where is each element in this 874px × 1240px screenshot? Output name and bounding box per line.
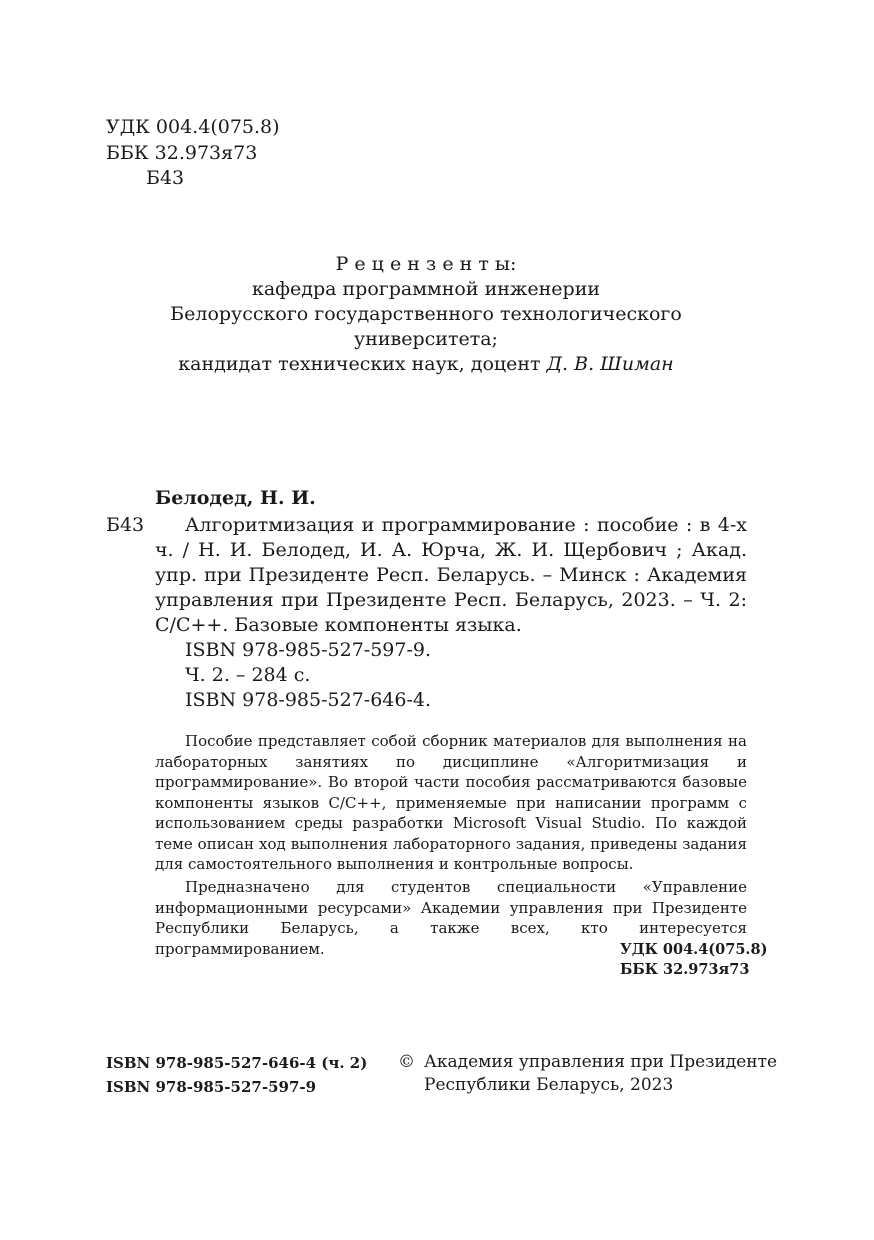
reviewer-title: кандидат технических наук, доцент — [178, 353, 547, 375]
footer-isbn-part: ISBN 978-985-527-646-4 (ч. 2) — [106, 1054, 368, 1072]
annotation-paragraph-1: Пособие представляет собой сборник материалов для выполнения на лабораторных занятиях по дисциплине «Алгоритмизация и программирование». Во второй части пособия рассматриваются базовые компоненты языков C/C++, применяемые при написании программ с использованием среды разработки Microsoft Visual Studio. По каждой теме описан ход выполнения лабораторного задания, приведены задания для самостоятельного выполнения и контрольные вопросы. — [155, 732, 747, 873]
reviewer-line-1: кафедра программной инженерии — [251, 278, 601, 300]
annotation-udk: УДК 004.4(075.8) — [620, 941, 768, 958]
catalog-author: Белодед, Н. И. — [155, 487, 316, 509]
reviewers-block — [106, 252, 746, 377]
catalog-description: Алгоритмизация и программирование : пособие : в 4-х ч. / Н. И. Белодед, И. А. Юрча, Ж. И. Щербович ; Акад. упр. при Президенте Респ. Беларусь. – Минск : Академия управления при Президенте Респ. Беларусь, 2023. – Ч. 2: C/C++. Базовые компоненты языка. — [155, 514, 747, 636]
catalog-isbn-part: ISBN 978-985-527-646-4. — [185, 689, 432, 711]
annotation-bbk: ББК 32.973я73 — [620, 961, 750, 978]
reviewer-line-3 — [106, 352, 746, 377]
reviewer-name: Д. В. Шиман — [546, 353, 674, 375]
copyright-symbol: © — [398, 1052, 415, 1072]
copyright-line-2: Республики Беларусь, 2023 — [424, 1075, 674, 1095]
catalog-part-pages: Ч. 2. – 284 с. — [185, 664, 311, 686]
copyright-block — [424, 1051, 777, 1097]
reviewers-heading: Р е ц е н з е н т ы: — [335, 253, 517, 275]
annotation-codes — [620, 940, 767, 980]
reviewer-line-2: Белорусского государственного технологического университета; — [170, 303, 682, 350]
footer-isbn-general: ISBN 978-985-527-597-9 — [106, 1078, 317, 1096]
catalog-code: Б43 — [106, 514, 145, 536]
udk-code: УДК 004.4(075.8) — [106, 116, 280, 138]
annotation-paragraph-2: Предназначено для студентов специальности «Управление информационными ресурсами» Академии управления при Президенте Республики Беларусь, а также всех, кто интересуется программированием. — [155, 878, 747, 958]
bbk-code: ББК 32.973я73 — [106, 142, 258, 164]
catalog-isbn-general: ISBN 978-985-527-597-9. — [185, 639, 432, 661]
copyright-line-1: Академия управления при Президенте — [424, 1052, 778, 1072]
author-mark: Б43 — [146, 167, 185, 189]
